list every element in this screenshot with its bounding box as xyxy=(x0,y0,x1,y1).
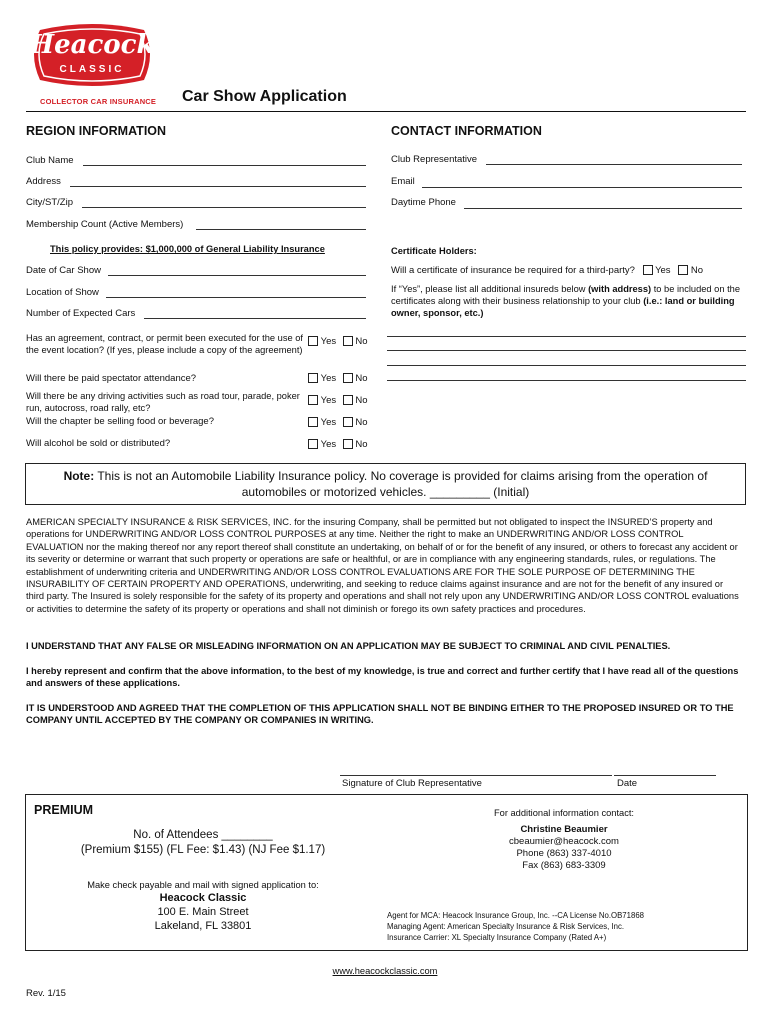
email-label: Email xyxy=(391,176,415,187)
title-rule xyxy=(26,111,746,112)
spectator-options xyxy=(308,373,368,384)
certificate-question-text: Will a certificate of insurance be required for a third-party? xyxy=(391,265,635,276)
region-heading: REGION INFORMATION xyxy=(26,124,167,138)
instructions-text-1: If “Yes”, please list all additional insureds below xyxy=(391,284,589,294)
premium-fees: (Premium $155) (FL Fee: $1.43) (NJ Fee $1.17) xyxy=(80,844,326,856)
food-yes-checkbox[interactable] xyxy=(308,417,318,427)
show-location-label: Location of Show xyxy=(26,287,99,298)
question-alcohol: Will alcohol be sold or distributed? xyxy=(26,438,171,449)
food-yes-label: Yes xyxy=(320,417,337,428)
alcohol-no-checkbox[interactable] xyxy=(343,439,353,449)
carrier-info: Insurance Carrier: XL Specialty Insurance Company (Rated A+) xyxy=(387,933,607,942)
food-options xyxy=(308,417,368,428)
city-field[interactable] xyxy=(82,207,366,208)
date-label: Date xyxy=(617,778,638,789)
legal-paragraph-1: AMERICAN SPECIALTY INSURANCE & RISK SERVICES, INC. for the insuring Company, shall be permitted but not obligated to inspect the INSURED’S property and operations for UNDERWRITING AND/OR LOSS CONTROL PURPOSES at any time. Neither the right to make an UNDERWRITING AND/OR LOSS CONTROL EVALUATION nor the making thereof nor any report thereof shall constitute an undertaking, on behalf of or for the benefit of any insured, or others to forecast any accident or its severity or determine or warrant that such property or operations are safe or healthful, or are in compliance with any engineering standards, rules, or regulations. The establishment of underwriting criteria and UNDERWRITING AND/OR LOSS CONTROL EVALUATIONS ARE FOR THE SOLE PURPOSE OF DETERMINING THE INSURABILITY OF CERTAIN PROPERTY AND OPERATIONS, underwriting, and seeking to reduce claims against insurance and are not for the benefit of any insured or third party. The Insured is solely responsible for the safety of its property and operations and shall not rely upon any UNDERWRITING AND/OR LOSS CONTROL evaluations or activities to determine the safety of its property or operations and shall not diminish or forego its own safety practices and procedures. xyxy=(26,517,739,614)
expected-cars-field[interactable] xyxy=(144,318,366,319)
food-no-label: No xyxy=(355,417,368,428)
city-label: City/ST/Zip xyxy=(26,197,73,208)
legal-paragraph-3: I hereby represent and confirm that the above information, to the best of my knowledge, is true and correct and further certify that I have read all of the questions and answers of these applications. xyxy=(26,666,739,689)
instructions-text-2: to be included on the certificates along with their business relationship to your club xyxy=(391,284,741,306)
email-field[interactable] xyxy=(422,187,742,188)
note-text-2: automobiles or motorized vehicles. _________ (Initial) xyxy=(241,485,530,499)
driving-no-checkbox[interactable] xyxy=(343,395,353,405)
premium-heading: PREMIUM xyxy=(34,803,94,817)
date-field[interactable] xyxy=(614,775,716,776)
driving-options xyxy=(308,395,368,406)
payable-city: Lakeland, FL 33801 xyxy=(154,920,252,932)
certificate-question xyxy=(391,265,703,276)
contact-intro: For additional information contact: xyxy=(493,808,635,818)
daytime-phone-field[interactable] xyxy=(464,208,742,209)
payable-company: Heacock Classic xyxy=(159,892,247,904)
membership-field[interactable] xyxy=(196,229,366,230)
contact-email[interactable]: cbeaumier@heacock.com xyxy=(509,836,619,847)
spectator-yes-checkbox[interactable] xyxy=(308,373,318,383)
driving-yes-checkbox[interactable] xyxy=(308,395,318,405)
holder-line-1[interactable] xyxy=(387,336,746,337)
agent-info: Agent for MCA: Heacock Insurance Group, Inc. --CA License No.OB71868 xyxy=(387,911,644,920)
instructions-bold-1: (with address) xyxy=(588,284,652,294)
instructions-bold-2: (i.e.: land or building owner, sponsor, etc.) xyxy=(391,296,735,318)
expected-cars-label: Number of Expected Cars xyxy=(26,308,136,319)
brand-sub: CLASSIC xyxy=(59,64,125,75)
signature-label: Signature of Club Representative xyxy=(342,778,482,789)
show-date-label: Date of Car Show xyxy=(26,265,101,276)
brand-tagline: COLLECTOR CAR INSURANCE xyxy=(40,97,157,106)
spectator-no-label: No xyxy=(355,373,368,384)
certificate-instructions xyxy=(391,283,746,319)
spectator-no-checkbox[interactable] xyxy=(343,373,353,383)
alcohol-no-label: No xyxy=(355,439,368,450)
agreement-no-checkbox[interactable] xyxy=(343,336,353,346)
certificate-heading: Certificate Holders: xyxy=(391,246,477,256)
show-location-field[interactable] xyxy=(106,297,366,298)
show-date-field[interactable] xyxy=(108,275,366,276)
certificate-no-label: No xyxy=(690,265,703,276)
club-name-label: Club Name xyxy=(26,155,74,166)
heacock-logo xyxy=(26,24,158,96)
certificate-no-checkbox[interactable] xyxy=(678,265,688,275)
note-line-1 xyxy=(26,468,745,484)
legal-paragraph-4: IT IS UNDERSTOOD AND AGREED THAT THE COMPLETION OF THIS APPLICATION SHALL NOT BE BINDING EITHER TO THE PROPOSED INSURED OR TO THE COMPANY UNTIL ACCEPTED BY THE COMPANY OR COMPANIES IN WRITING. xyxy=(26,703,734,726)
club-rep-label: Club Representative xyxy=(391,154,478,165)
contact-fax: Fax (863) 683-3309 xyxy=(522,860,606,871)
holder-line-3[interactable] xyxy=(387,365,746,366)
certificate-yes-label: Yes xyxy=(655,265,671,276)
page-title: Car Show Application xyxy=(182,88,347,105)
alcohol-options xyxy=(308,439,368,450)
question-spectator: Will there be paid spectator attendance? xyxy=(26,373,197,384)
signature-field[interactable] xyxy=(340,775,612,776)
agreement-yes-checkbox[interactable] xyxy=(308,336,318,346)
address-field[interactable] xyxy=(70,186,366,187)
contact-name: Christine Beaumier xyxy=(520,824,608,835)
brand-name: Heacock xyxy=(29,30,155,60)
policy-provides: This policy provides: $1,000,000 of General Liability Insurance xyxy=(50,244,325,254)
managing-agent-info: Managing Agent: American Specialty Insurance & Risk Services, Inc. xyxy=(387,922,625,931)
driving-no-label: No xyxy=(355,395,368,406)
club-rep-field[interactable] xyxy=(486,164,742,165)
note-label: Note: xyxy=(63,469,95,483)
contact-heading: CONTACT INFORMATION xyxy=(391,124,542,138)
note-text-1: This is not an Automobile Liability Insurance policy. No coverage is provided for claims arising from the operation of xyxy=(94,469,708,483)
address-label: Address xyxy=(26,176,61,187)
holder-line-2[interactable] xyxy=(387,350,746,351)
attendees-line: No. of Attendees ________ xyxy=(133,829,273,841)
question-driving: Will there be any driving activities such as road tour, parade, poker run, autocross, road rally, etc? xyxy=(26,391,300,413)
club-name-field[interactable] xyxy=(83,165,366,166)
holder-line-4[interactable] xyxy=(387,380,746,381)
membership-label: Membership Count (Active Members) xyxy=(26,219,184,230)
legal-paragraph-2: I UNDERSTAND THAT ANY FALSE OR MISLEADING INFORMATION ON AN APPLICATION MAY BE SUBJECT TO CRIMINAL AND CIVIL PENALTIES. xyxy=(26,641,671,651)
food-no-checkbox[interactable] xyxy=(343,417,353,427)
agreement-options xyxy=(308,336,368,347)
revision: Rev. 1/15 xyxy=(26,988,66,999)
question-food: Will the chapter be selling food or beverage? xyxy=(26,416,215,427)
certificate-yes-checkbox[interactable] xyxy=(643,265,653,275)
alcohol-yes-label: Yes xyxy=(320,439,337,450)
driving-yes-label: Yes xyxy=(320,395,337,406)
agreement-yes-label: Yes xyxy=(320,336,337,347)
contact-phone: Phone (863) 337-4010 xyxy=(516,848,612,859)
note-box xyxy=(25,463,746,505)
agreement-no-label: No xyxy=(355,336,368,347)
payable-instructions: Make check payable and mail with signed application to: xyxy=(87,880,319,890)
daytime-phone-label: Daytime Phone xyxy=(391,197,456,208)
question-agreement: Has an agreement, contract, or permit been executed for the use of the event location? (If yes, please include a copy of the agreement) xyxy=(26,333,303,355)
website-link[interactable]: www.heacockclassic.com xyxy=(332,966,438,976)
spectator-yes-label: Yes xyxy=(320,373,337,384)
payable-street: 100 E. Main Street xyxy=(157,906,249,918)
alcohol-yes-checkbox[interactable] xyxy=(308,439,318,449)
